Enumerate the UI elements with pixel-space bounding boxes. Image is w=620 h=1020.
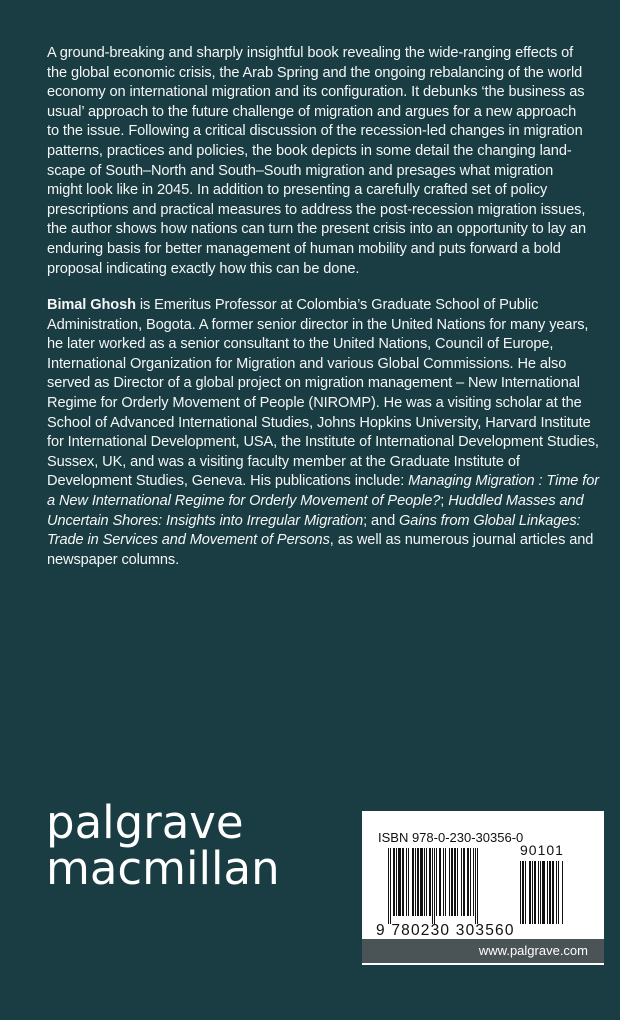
- bio-separator: ;: [440, 492, 449, 509]
- barcode-bar: [473, 848, 474, 916]
- barcode-bar: [520, 861, 521, 924]
- publication-title: Managing Migration : Time for a New International Regime for Orderly Movement of People?: [47, 473, 599, 509]
- bio-text: is Emeritus Professor at Colombia’s Graduate School of Public Administration, Bogota. A former senior director in the United Nations for many years, he later worked as a senior consultant to the United Nations, Council of Europe, International Organization for Migration and various Global Commissions. He also served as Director of a global project on migration management – New International Regime for Orderly Movement of People (NIROMP). He was a visiting scholar at the School of Advanced International Studies, Johns Hopkins University, Harvard Institute for International Development, USA, the Institute of International Development Studies, Sussex, UK, and was a visiting faculty member at the Graduate Institute of Development Studies, Geneva. His publications include:: [47, 297, 599, 490]
- barcode-bar: [547, 861, 548, 924]
- barcode-bar: [532, 861, 533, 924]
- barcode-bar: [406, 848, 407, 916]
- barcode-bar: [402, 848, 404, 916]
- barcode-bar: [434, 848, 435, 924]
- book-blurb: A ground-breaking and sharply insightful book revealing the wide-ranging effects of the global economic crisis, the Arab Spring and the ongoing rebalancing of the world economy on international migration and its configuration. It debunks ‘the business as usual’ approach to the future challenge of migration and argues for a new approach to the issue. Following a critical discussion of the recession-led changes in migration patterns, practices and policies, the book depicts in some detail the changing land-scape of South–North and South–South migration and presages what migration might look like in 2045. In addition to presenting a carefully crafted set of policy prescriptions and practical measures to address the post-recession migration issues, the author shows how nations can turn the present crisis into an opportunity to lay an enduring basis for better management of human mobility and puts forward a bold proposal indicating exactly how this can be done.: [47, 45, 586, 277]
- barcode-bar: [396, 848, 397, 916]
- barcode-bar: [412, 848, 414, 916]
- publisher-url: www.palgrave.com: [362, 939, 604, 963]
- barcode-bar: [439, 848, 441, 916]
- barcode-bar: [454, 848, 456, 916]
- price-code: 90101: [520, 842, 564, 858]
- barcode-bar: [424, 848, 425, 916]
- logo-line-macmillan: macmillan: [46, 842, 280, 895]
- author-bio: [47, 296, 603, 570]
- barcode-bar: [393, 848, 395, 916]
- barcode-bar: [538, 861, 539, 924]
- barcode-bar: [408, 848, 409, 916]
- bio-text-end: , as well as numerous journal articles and newspaper columns.: [47, 532, 594, 568]
- isbn-label: ISBN 978-0-230-30356-0: [378, 830, 524, 845]
- author-name: Bimal Ghosh: [47, 297, 136, 313]
- publication-title: Huddled Masses and Uncertain Shores: Insights into Irregular Migration: [47, 492, 584, 529]
- barcode-bar: [398, 848, 401, 916]
- logo-line-palgrave: palgrave: [46, 796, 244, 849]
- barcode-bar: [420, 848, 423, 916]
- barcode-bar: [390, 848, 391, 924]
- barcode-bar: [549, 861, 551, 924]
- barcode-bar: [432, 848, 433, 924]
- barcode-bar: [467, 848, 469, 916]
- addon-barcode: [520, 861, 584, 924]
- barcode-bar: [540, 861, 541, 924]
- barcode-digits: 9 780230 303560: [376, 922, 515, 939]
- barcode-bar: [461, 848, 462, 916]
- barcode-bar: [426, 848, 427, 916]
- barcode-bar: [542, 861, 545, 924]
- barcode-bar: [443, 848, 444, 916]
- barcode-bar: [534, 861, 536, 924]
- barcode-bar: [562, 861, 563, 924]
- barcode-bar: [451, 848, 453, 916]
- barcode-bar: [449, 848, 450, 916]
- barcode-bar: [556, 861, 557, 924]
- barcode-bar: [463, 848, 465, 916]
- barcode-bar: [522, 861, 524, 924]
- barcode-bar: [415, 848, 416, 916]
- isbn-barcode: [388, 848, 513, 924]
- barcode-bar: [558, 861, 559, 924]
- barcode-bar: [529, 861, 531, 924]
- barcode-bar: [525, 861, 526, 924]
- barcode-bar: [475, 848, 476, 924]
- publisher-logo: [46, 796, 280, 895]
- barcode-bar: [388, 848, 389, 924]
- barcode-bar: [417, 848, 419, 916]
- barcode-bar: [457, 848, 458, 916]
- barcode-bar: [477, 848, 478, 924]
- publication-title: Gains from Global Linkages: Trade in Services and Movement of Persons: [47, 512, 581, 549]
- barcode-bar: [552, 861, 554, 924]
- barcode-panel: [362, 811, 604, 965]
- barcode-bar: [429, 848, 431, 916]
- barcode-bar: [445, 848, 446, 916]
- bio-separator: ; and: [363, 512, 400, 529]
- barcode-bar: [436, 848, 437, 916]
- barcode-bar: [470, 848, 471, 916]
